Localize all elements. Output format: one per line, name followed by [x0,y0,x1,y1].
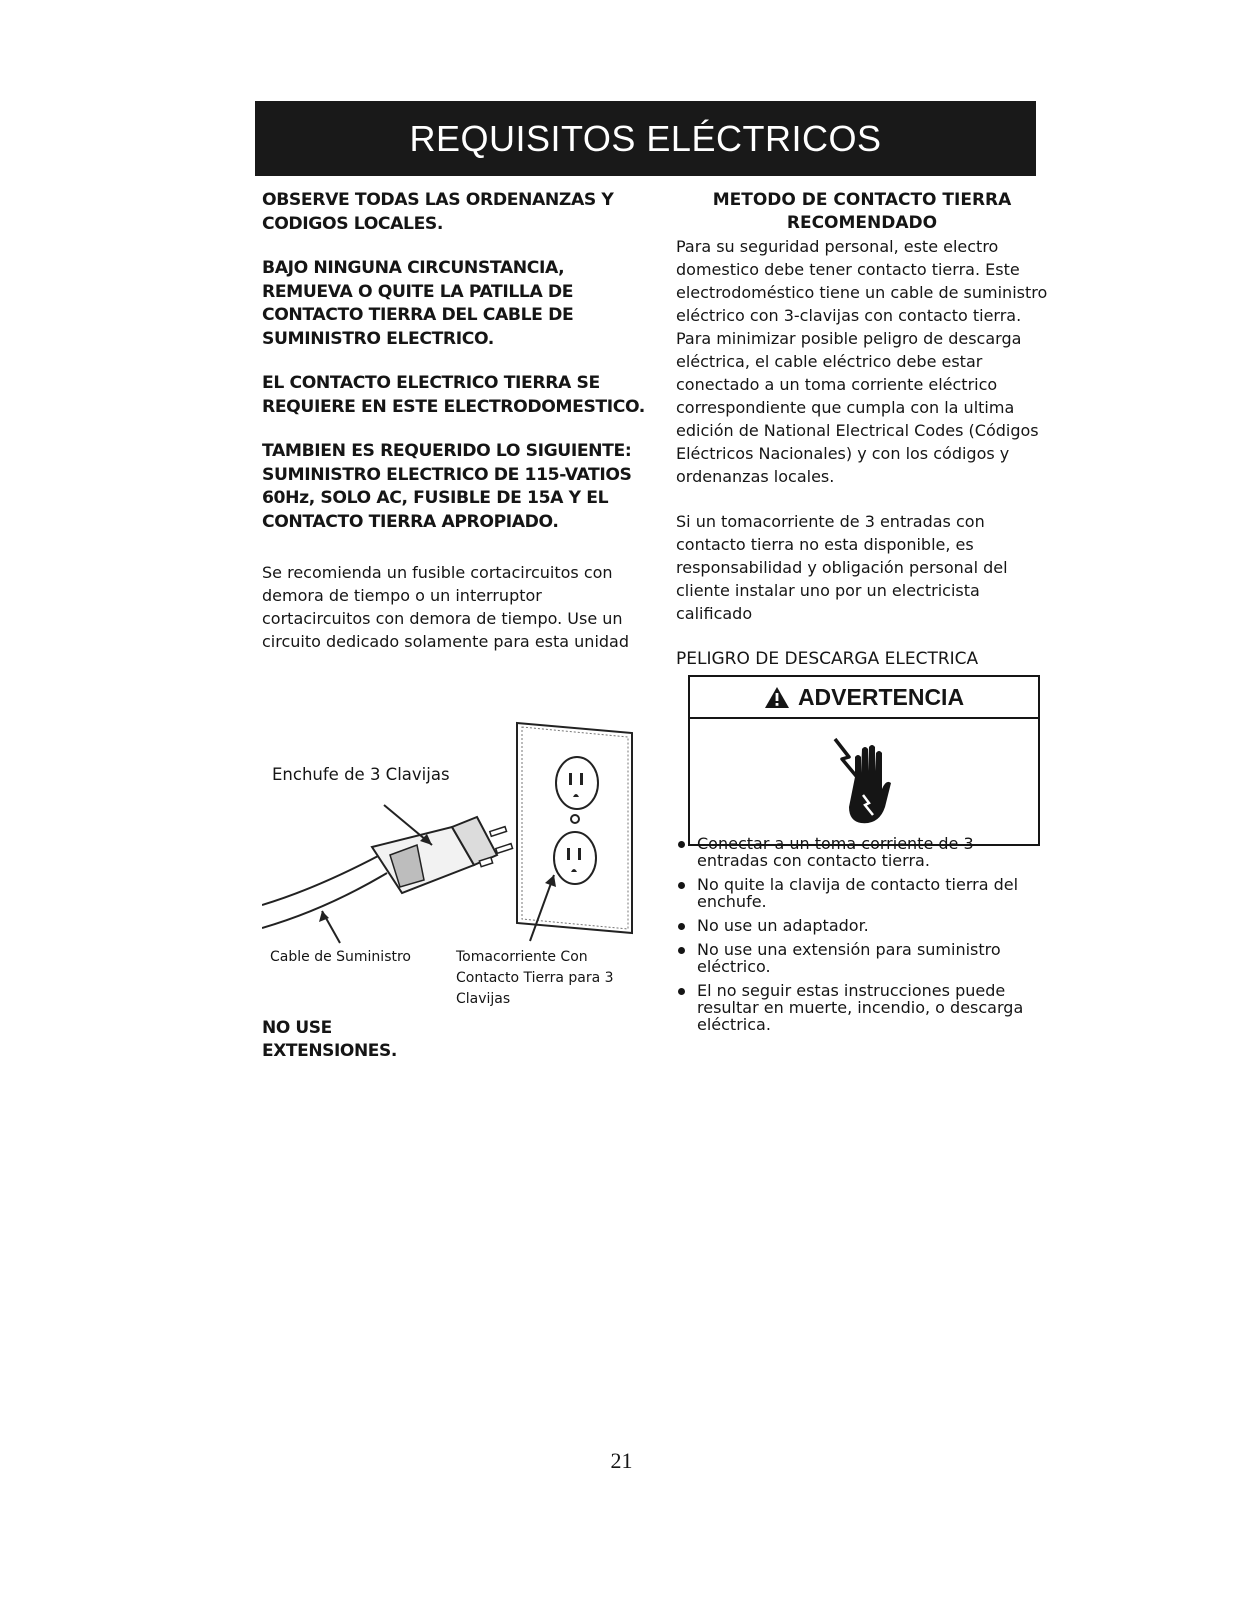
electric-shock-hand-icon [829,737,899,829]
shock-hazard-title: PELIGRO DE DESCARGA ELECTRICA [676,649,979,669]
power-requirements: TAMBIEN ES REQUERIDO LO SIGUIENTE: SUMINISTRO ELECTRICO DE 115-VATIOS 60Hz, SOLO AC, FUSIBLE DE 15A Y EL CONTACTO TIERRA APROPIADO. [262,441,632,532]
warning-bullet: Conectar a un toma corriente de 3 entradas con contacto tierra. [676,835,1048,869]
shock-hazard-icon-area [690,719,1038,846]
local-codes-notice: OBSERVE TODAS LAS ORDENANZAS Y CODIGOS LOCALES. [262,190,614,234]
warning-bullet: No use una extensión para suministro eléctrico. [676,941,1048,975]
right-column [676,189,1048,625]
warning-box [688,675,1040,846]
warning-triangle-icon [764,686,790,709]
warning-bullet: No use un adaptador. [676,917,1048,934]
warning-bullet-list [676,835,1048,1040]
grounding-instructions: Para su seguridad personal, este electro domestico debe tener contacto tierra. Este electrodoméstico tiene un cable de suministro eléctrico con 3-clavijas con contacto tierra. Para minimizar posible peligro de descarga eléctrica, el cable eléctrico debe estar conectado a un toma corriente eléctrico correspondiente que cumpla con la ultima edición de National Electrical Codes (Códigos Eléctricos Nacionales) y con los códigos y ordenanzas locales. [676,237,1048,486]
plug-outlet-figure [262,715,662,1015]
page-title: REQUISITOS ELÉCTRICOS [409,117,882,159]
left-column [262,189,650,653]
warning-bullet: No quite la clavija de contacto tierra del enchufe. [676,876,1048,910]
ground-prong-warning: BAJO NINGUNA CIRCUNSTANCIA, REMUEVA O QUITE LA PATILLA DE CONTACTO TIERRA DEL CABLE DE SUMINISTRO ELECTRICO. [262,258,574,349]
grounding-title-line2: RECOMENDADO [786,213,938,233]
warning-bullet: El no seguir estas instrucciones puede resultar en muerte, incendio, o descarga eléctrica. [676,982,1048,1033]
three-prong-plug [372,817,513,893]
fuse-recommendation: Se recomienda un fusible cortacircuitos con demora de tiempo o un interruptor cortacircuitos con demora de tiempo. Use un circuito dedicado solamente para esta unidad [262,563,629,651]
cord-caption: Cable de Suministro [270,949,411,965]
grounding-required-notice: EL CONTACTO ELECTRICO TIERRA SE REQUIERE EN ESTE ELECTRODOMESTICO. [262,373,645,417]
warning-header-label: ADVERTENCIA [797,683,965,710]
wall-outlet [517,723,632,933]
outlet-availability-note: Si un tomacorriente de 3 entradas con contacto tierra no esta disponible, es responsabilidad y obligación personal del cliente instalar uno por un electricista calificado [676,512,1008,623]
grounding-method-title [676,189,1048,235]
plug-outlet-illustration [262,715,662,945]
no-extension-note: NO USE EXTENSIONES. [262,1018,397,1061]
page-number: 21 [610,1448,633,1473]
plug-label: Enchufe de 3 Clavijas [272,765,450,784]
page-title-banner [255,101,1036,176]
outlet-caption: Tomacorriente Con Contacto Tierra para 3 Clavijas [456,949,614,1007]
grounding-title-line1: METODO DE CONTACTO TIERRA [712,190,1012,210]
warning-header [690,677,1038,719]
